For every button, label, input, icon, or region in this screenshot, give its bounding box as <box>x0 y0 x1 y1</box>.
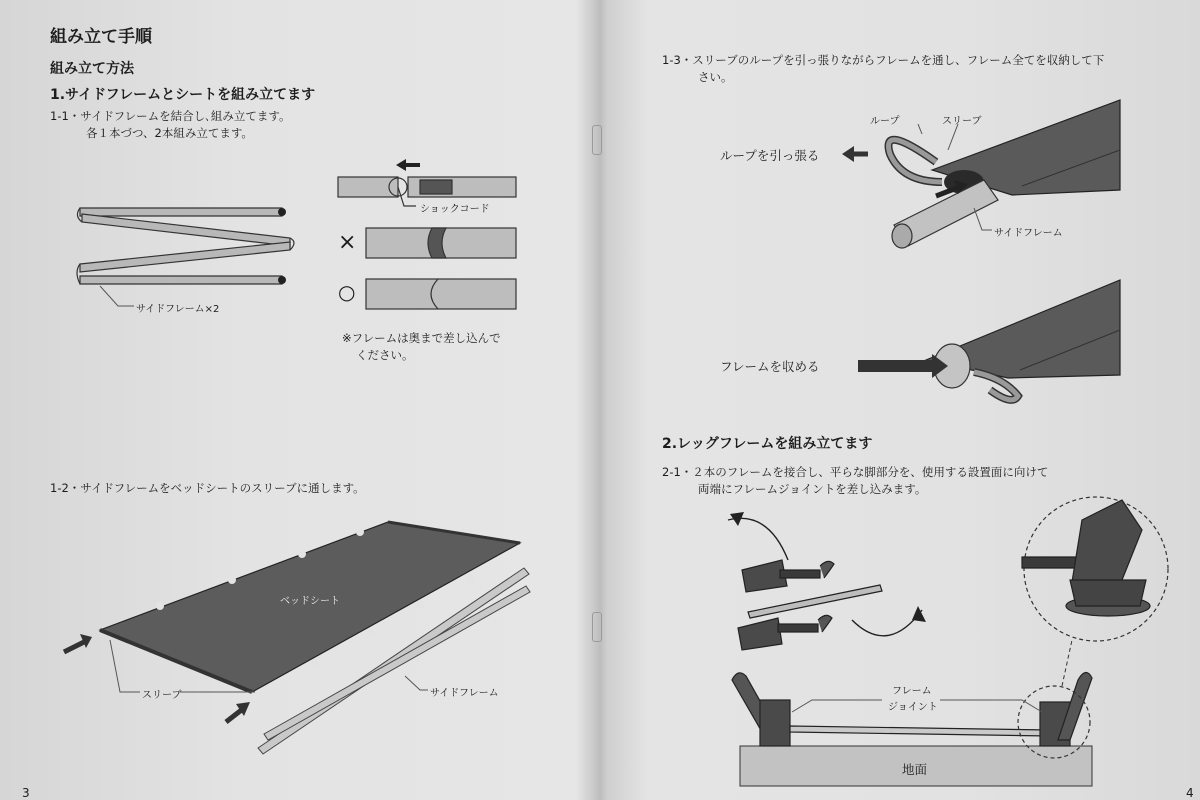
page-heading: 組み立て手順 <box>50 27 152 47</box>
note-line-1: ※フレームは奥まで差し込んで <box>342 331 501 345</box>
leg-frame-illustration <box>602 0 1200 800</box>
pull-loop-label: ループを引っ張る <box>720 148 820 163</box>
left-page <box>0 0 598 800</box>
frame-joint-label-1: フレーム <box>892 686 932 697</box>
page-number-right: 4 <box>1186 786 1194 800</box>
wrong-mark: × <box>338 230 357 255</box>
step-1-3-text: 1-3・スリーブのループを引っ張りながらフレームを通し、フレーム全てを収納して下 <box>662 53 1105 67</box>
subheading: 組み立て方法 <box>50 61 134 77</box>
frame-joint-label-2: ジョイント <box>888 702 938 713</box>
section2-title: 2.レッグフレームを組み立てます <box>662 436 873 452</box>
step-1-2-text: 1-2・サイドフレームをベッドシートのスリーブに通します。 <box>50 481 365 495</box>
side-frame-label-right: サイドフレーム <box>994 228 1063 239</box>
correct-mark: ○ <box>338 280 356 304</box>
bed-sheet-label: ベッドシート <box>280 596 340 607</box>
step-2-1-text: 2-1・２本のフレームを接合し、平らな脚部分を、使用する設置面に向けて <box>662 465 1049 479</box>
side-frame-x2-label: サイドフレーム×2 <box>136 304 220 315</box>
page-number-left: 3 <box>22 786 30 800</box>
ground-label: 地面 <box>902 762 928 777</box>
step-1-1-text-2: 各１本づつ、2本組み立てます。 <box>86 126 253 140</box>
step-1-1-text: 1-1・サイドフレームを結合し､組み立てます。 <box>50 109 291 123</box>
right-page <box>602 0 1200 800</box>
note-line-2: ください。 <box>356 348 414 362</box>
shock-cord-label: ショックコード <box>420 204 490 215</box>
section1-title: 1.サイドフレームとシートを組み立てます <box>50 87 316 103</box>
binding-staple-top <box>592 125 602 155</box>
sleeve-label-right: スリーブ <box>942 116 982 127</box>
step-1-3-text-2: さい。 <box>698 70 733 84</box>
loop-label: ループ <box>870 116 900 127</box>
binding-staple-bottom <box>592 612 602 642</box>
step-2-1-text-2: 両端にフレームジョイントを差し込みます。 <box>698 482 927 496</box>
store-frame-label: フレームを収める <box>720 359 820 374</box>
side-frame-label: サイドフレーム <box>430 688 499 699</box>
bed-sheet-illustration <box>0 0 598 800</box>
sleeve-label: スリーブ <box>142 690 182 701</box>
